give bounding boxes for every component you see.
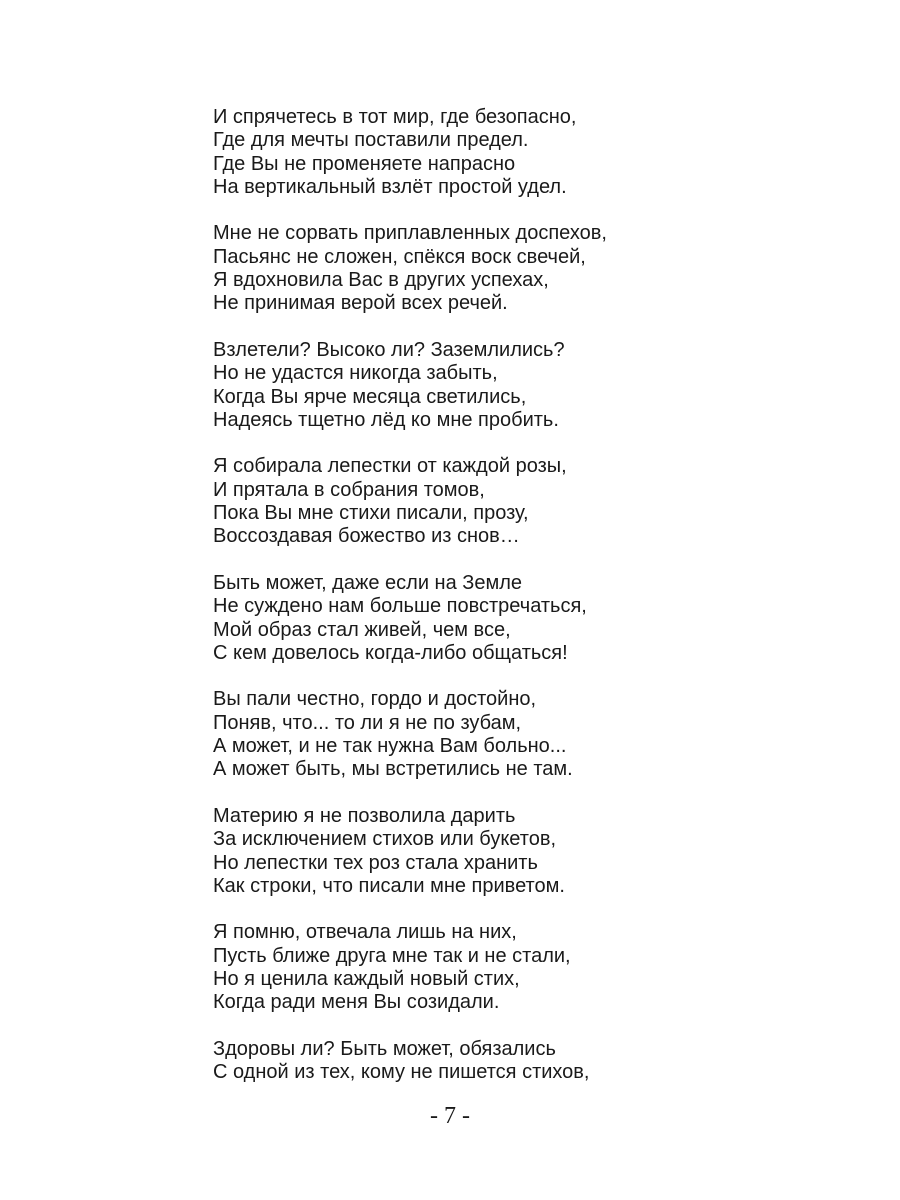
poem-line: Я собирала лепестки от каждой розы, — [213, 455, 567, 478]
page-number: - 7 - — [430, 1103, 470, 1129]
poem-line: Когда Вы ярче месяца светились, — [213, 385, 527, 408]
stanza-3 — [213, 339, 853, 432]
poem-line: Где Вы не променяете напрасно — [213, 152, 516, 175]
stanza-5 — [213, 572, 853, 665]
poem-line: Где для мечты поставили предел. — [213, 129, 529, 152]
poem-line: Не суждено нам больше повстречаться, — [213, 595, 587, 618]
poem-line: А может быть, мы встретились не там. — [213, 758, 573, 781]
poem-line: Вы пали честно, гордо и достойно, — [213, 688, 537, 711]
poem-line: Взлетели? Высоко ли? Заземлились? — [213, 338, 565, 361]
poem-line: Поняв, что... то ли я не по зубам, — [213, 711, 522, 734]
poem-line: Но я ценила каждый новый стих, — [213, 967, 520, 990]
poem-line: Пасьянс не сложен, спёкся воск свечей, — [213, 245, 586, 268]
stanza-6 — [213, 688, 853, 781]
poem-body — [213, 106, 853, 1108]
stanza-1 — [213, 106, 853, 199]
poem-line: И прятала в собрания томов, — [213, 478, 485, 501]
poem-line: С одной из тех, кому не пишется стихов, — [213, 1061, 590, 1084]
stanza-2 — [213, 222, 853, 315]
poem-line: Как строки, что писали мне приветом. — [213, 874, 565, 897]
poem-line: Когда ради меня Вы созидали. — [213, 991, 500, 1014]
stanza-4 — [213, 455, 853, 548]
poem-line: Надеясь тщетно лёд ко мне пробить. — [213, 408, 559, 431]
poem-line: Но не удастся никогда забыть, — [213, 362, 498, 385]
poem-line: Я помню, отвечала лишь на них, — [213, 921, 517, 944]
stanza-9 — [213, 1038, 853, 1085]
poem-line: С кем довелось когда-либо общаться! — [213, 641, 568, 664]
stanza-8 — [213, 921, 853, 1014]
poem-line: Пусть ближе друга мне так и не стали, — [213, 944, 571, 967]
poem-line: И спрячетесь в тот мир, где безопасно, — [213, 106, 577, 128]
poem-line: Но лепестки тех роз стала хранить — [213, 851, 538, 874]
poem-line: На вертикальный взлёт простой удел. — [213, 175, 567, 198]
poem-line: За исключением стихов или букетов, — [213, 828, 556, 851]
poem-line: Мне не сорвать приплавленных доспехов, — [213, 222, 607, 245]
poem-line: Мой образ стал живей, чем все, — [213, 618, 511, 641]
poem-line: Воссоздавая божество из снов… — [213, 525, 520, 548]
poem-line: Здоровы ли? Быть может, обязались — [213, 1037, 556, 1060]
poem-line: Материю я не позволила дарить — [213, 804, 516, 827]
poem-line: А может, и не так нужна Вам больно... — [213, 735, 567, 758]
stanza-7 — [213, 805, 853, 898]
poem-line: Быть может, даже если на Земле — [213, 571, 523, 594]
poem-line: Не принимая верой всех речей. — [213, 292, 508, 315]
poem-line: Я вдохновила Вас в других успехах, — [213, 269, 549, 292]
poem-line: Пока Вы мне стихи писали, прозу, — [213, 502, 529, 525]
